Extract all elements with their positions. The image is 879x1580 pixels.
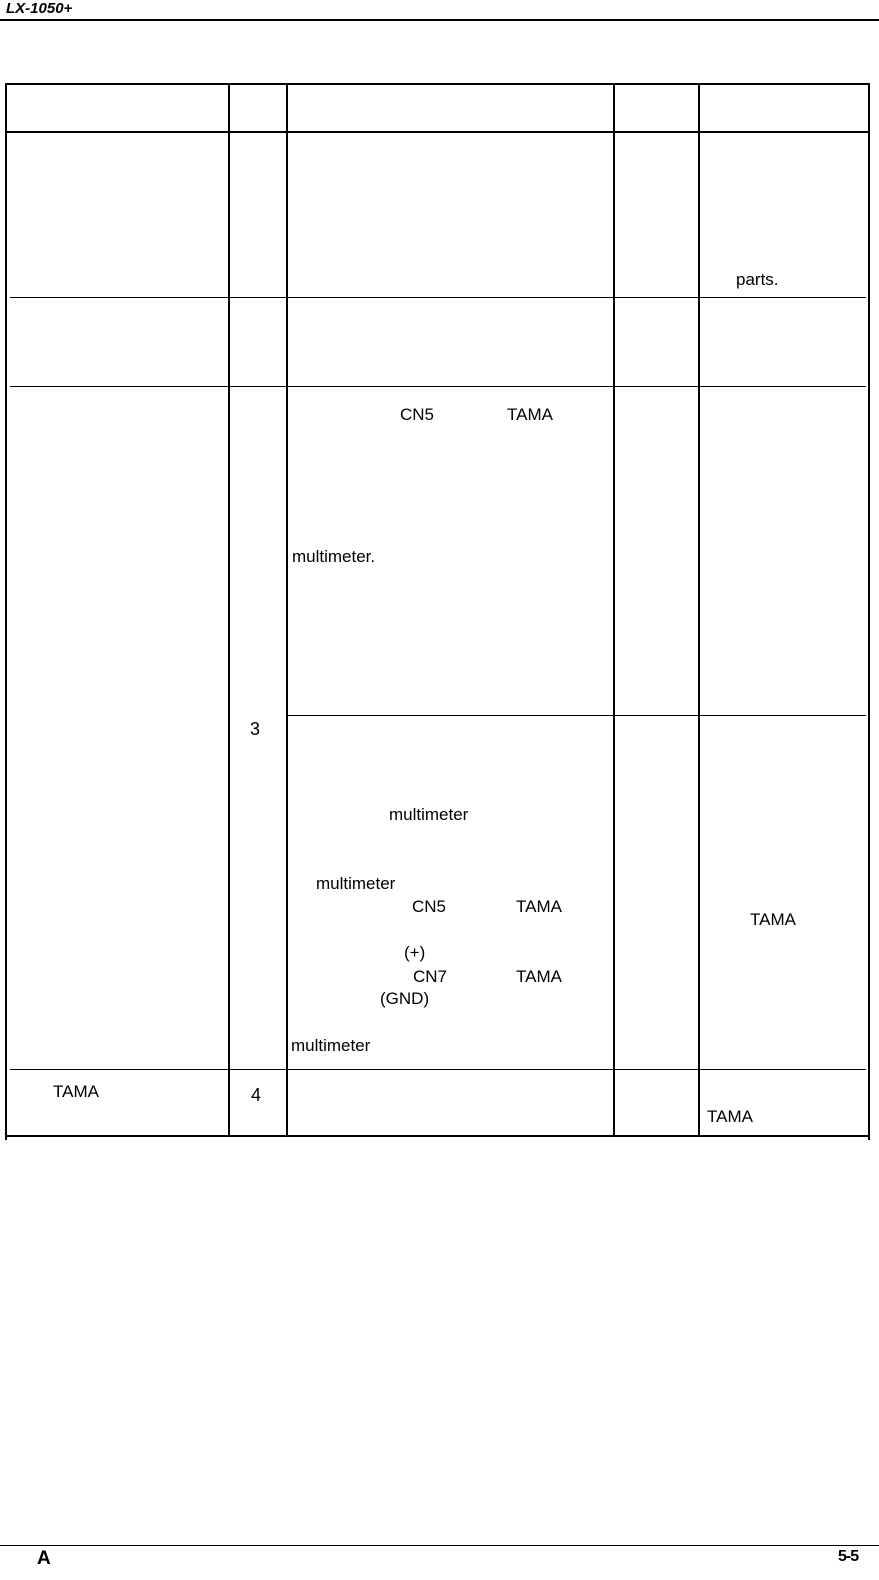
cell-multimeter: multimeter <box>316 874 396 893</box>
cell-board-tama: TAMA <box>53 1082 99 1101</box>
table-left-border <box>5 84 7 1140</box>
column-divider <box>698 84 700 1137</box>
cell-multimeter: multimeter <box>291 1036 371 1055</box>
row-rule <box>10 1069 866 1070</box>
document-model-header: LX-1050+ <box>6 0 73 17</box>
cell-positive-terminal: (+) <box>404 943 426 962</box>
cell-multimeter: multimeter <box>389 805 469 824</box>
table-right-border <box>868 84 870 1140</box>
cell-board-tama: TAMA <box>750 910 796 929</box>
cell-multimeter: multimeter. <box>292 547 376 566</box>
cell-ground-terminal: (GND) <box>380 989 430 1008</box>
table-top-rule <box>5 83 870 85</box>
footer-revision: A <box>37 1548 51 1569</box>
table-header-rule <box>5 131 870 133</box>
column-divider <box>613 84 615 1137</box>
cell-board-tama: TAMA <box>516 967 562 986</box>
cell-connector-cn5: CN5 <box>400 405 435 424</box>
cell-board-tama: TAMA <box>507 405 553 424</box>
header-rule <box>0 19 879 21</box>
table-bottom-rule <box>5 1135 870 1137</box>
cell-board-tama: TAMA <box>516 897 562 916</box>
step-number: 4 <box>251 1085 262 1105</box>
step-number: 3 <box>250 719 261 739</box>
footer-rule <box>0 1545 879 1546</box>
cell-board-tama: TAMA <box>707 1107 753 1126</box>
row-rule <box>10 297 866 298</box>
page-number: 5-5 <box>838 1548 859 1565</box>
row-rule <box>10 386 866 387</box>
column-divider <box>286 84 288 1137</box>
cell-connector-cn7: CN7 <box>413 967 448 986</box>
cell-parts: parts. <box>736 270 779 289</box>
cell-connector-cn5: CN5 <box>412 897 447 916</box>
column-divider <box>228 84 230 1137</box>
sub-row-rule <box>288 715 866 716</box>
